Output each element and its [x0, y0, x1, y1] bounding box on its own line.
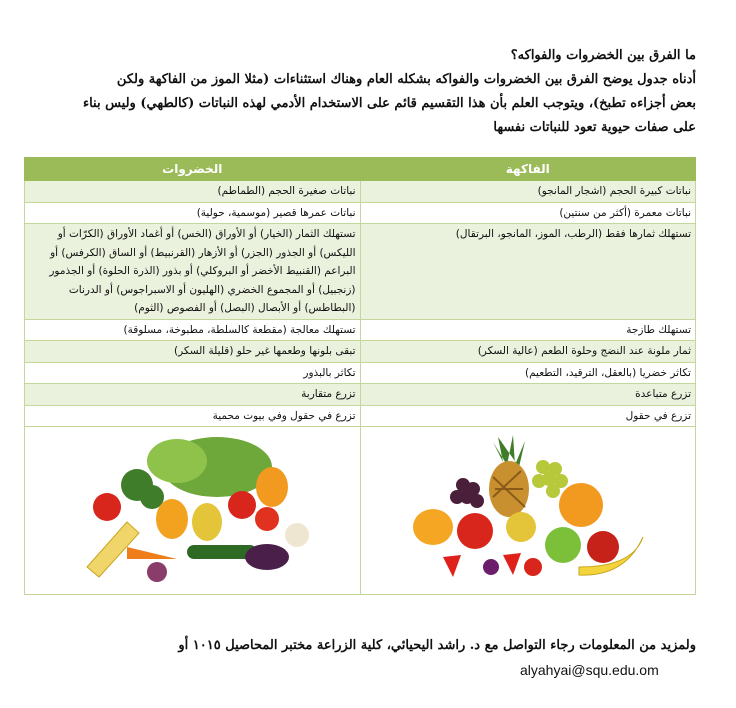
intro-line-1: أدناه جدول يوضح الفرق بين الخضروات والفواكه بشكله العام وهناك استثناءات (مثلا الموز من الفاكهة ولكن: [116, 72, 696, 87]
table-row: [25, 362, 696, 384]
fruits-image-cell: [360, 427, 696, 595]
fruits-illustration: [403, 427, 653, 587]
header-vegetables: الخضروات: [25, 158, 361, 181]
intro-line-3: على صفات حيوية تعود للنباتات نفسها: [493, 120, 696, 135]
contact-email: alyahyai@squ.edu.om: [520, 662, 659, 678]
fruit-cell: تزرع في حقول: [360, 405, 696, 427]
table-row: [25, 181, 696, 203]
fruit-cell: تزرع متباعدة: [360, 384, 696, 406]
fruit-cell: ثمار ملونة عند النضج وحلوة الطعم (عالية السكر): [360, 341, 696, 363]
veg-cell: نباتات عمرها قصير (موسمية، حولية): [25, 202, 361, 224]
fruit-cell: نباتات كبيرة الحجم (اشجار المانجو): [360, 181, 696, 203]
comparison-table: [24, 157, 696, 595]
fruit-cell: تستهلك طازجة: [360, 319, 696, 341]
table-row: [25, 319, 696, 341]
table-row: [25, 202, 696, 224]
contact-line: ولمزيد من المعلومات رجاء التواصل مع د. راشد اليحيائي، كلية الزراعة مختبر المحاصيل ١٠١٥ أو: [178, 638, 696, 653]
fruit-cell: تستهلك ثمارها فقط (الرطب، الموز، المانجو، البرتقال): [360, 224, 696, 320]
table-row: [25, 405, 696, 427]
header-fruits: الفاكهة: [360, 158, 696, 181]
veg-cell: تستهلك الثمار (الخيار) أو الأوراق (الخس) أو أغماد الأوراق (الكرّات أو الليكس) أو الجذور (الجزر) أو الأزهار (القرنبيط) أو الساق (الكرفس) أو البراعم (القنبيط الأخضر أو البروكلي) أو بذور (الذرة الحلوة) أو الجذمور (زنجبيل) أو المجموع الخضري (الهليون أو الاسبراجوس) أو الدرنات (البطاطس) أو الأبصال (البصل) أو الفصوص (الثوم): [25, 224, 361, 320]
table-row: [25, 384, 696, 406]
intro-text: [20, 44, 696, 140]
veg-cell: تستهلك معالجة (مقطعة كالسلطة، مطبوخة، مسلوقة): [25, 319, 361, 341]
table-row: [25, 341, 696, 363]
veg-cell: تكاثر بالبذور: [25, 362, 361, 384]
table-row: [25, 224, 696, 320]
veg-cell: تزرع في حقول وفي بيوت محمية: [25, 405, 361, 427]
intro-title: ما الفرق بين الخضروات والفواكه؟: [510, 48, 696, 63]
vegetables-illustration: [67, 427, 317, 587]
fruit-cell: نباتات معمرة (أكثر من سنتين): [360, 202, 696, 224]
veg-cell: نباتات صغيرة الحجم (الطماطم): [25, 181, 361, 203]
image-row: [25, 427, 696, 595]
intro-line-2: بعض أجزاءه تطبخ)، ويتوجب العلم بأن هذا التقسيم قائم على الاستخدام الأدمي لهذه النباتات (كالطهي) وليس بناء: [82, 96, 696, 111]
veg-cell: تزرع متقاربة: [25, 384, 361, 406]
veg-cell: تبقى بلونها وطعمها غير حلو (قليلة السكر): [25, 341, 361, 363]
table-header-row: [25, 158, 696, 181]
fruit-cell: تكاثر خضريا (بالعقل، الترقيد، التطعيم): [360, 362, 696, 384]
vegetables-image-cell: [25, 427, 361, 595]
